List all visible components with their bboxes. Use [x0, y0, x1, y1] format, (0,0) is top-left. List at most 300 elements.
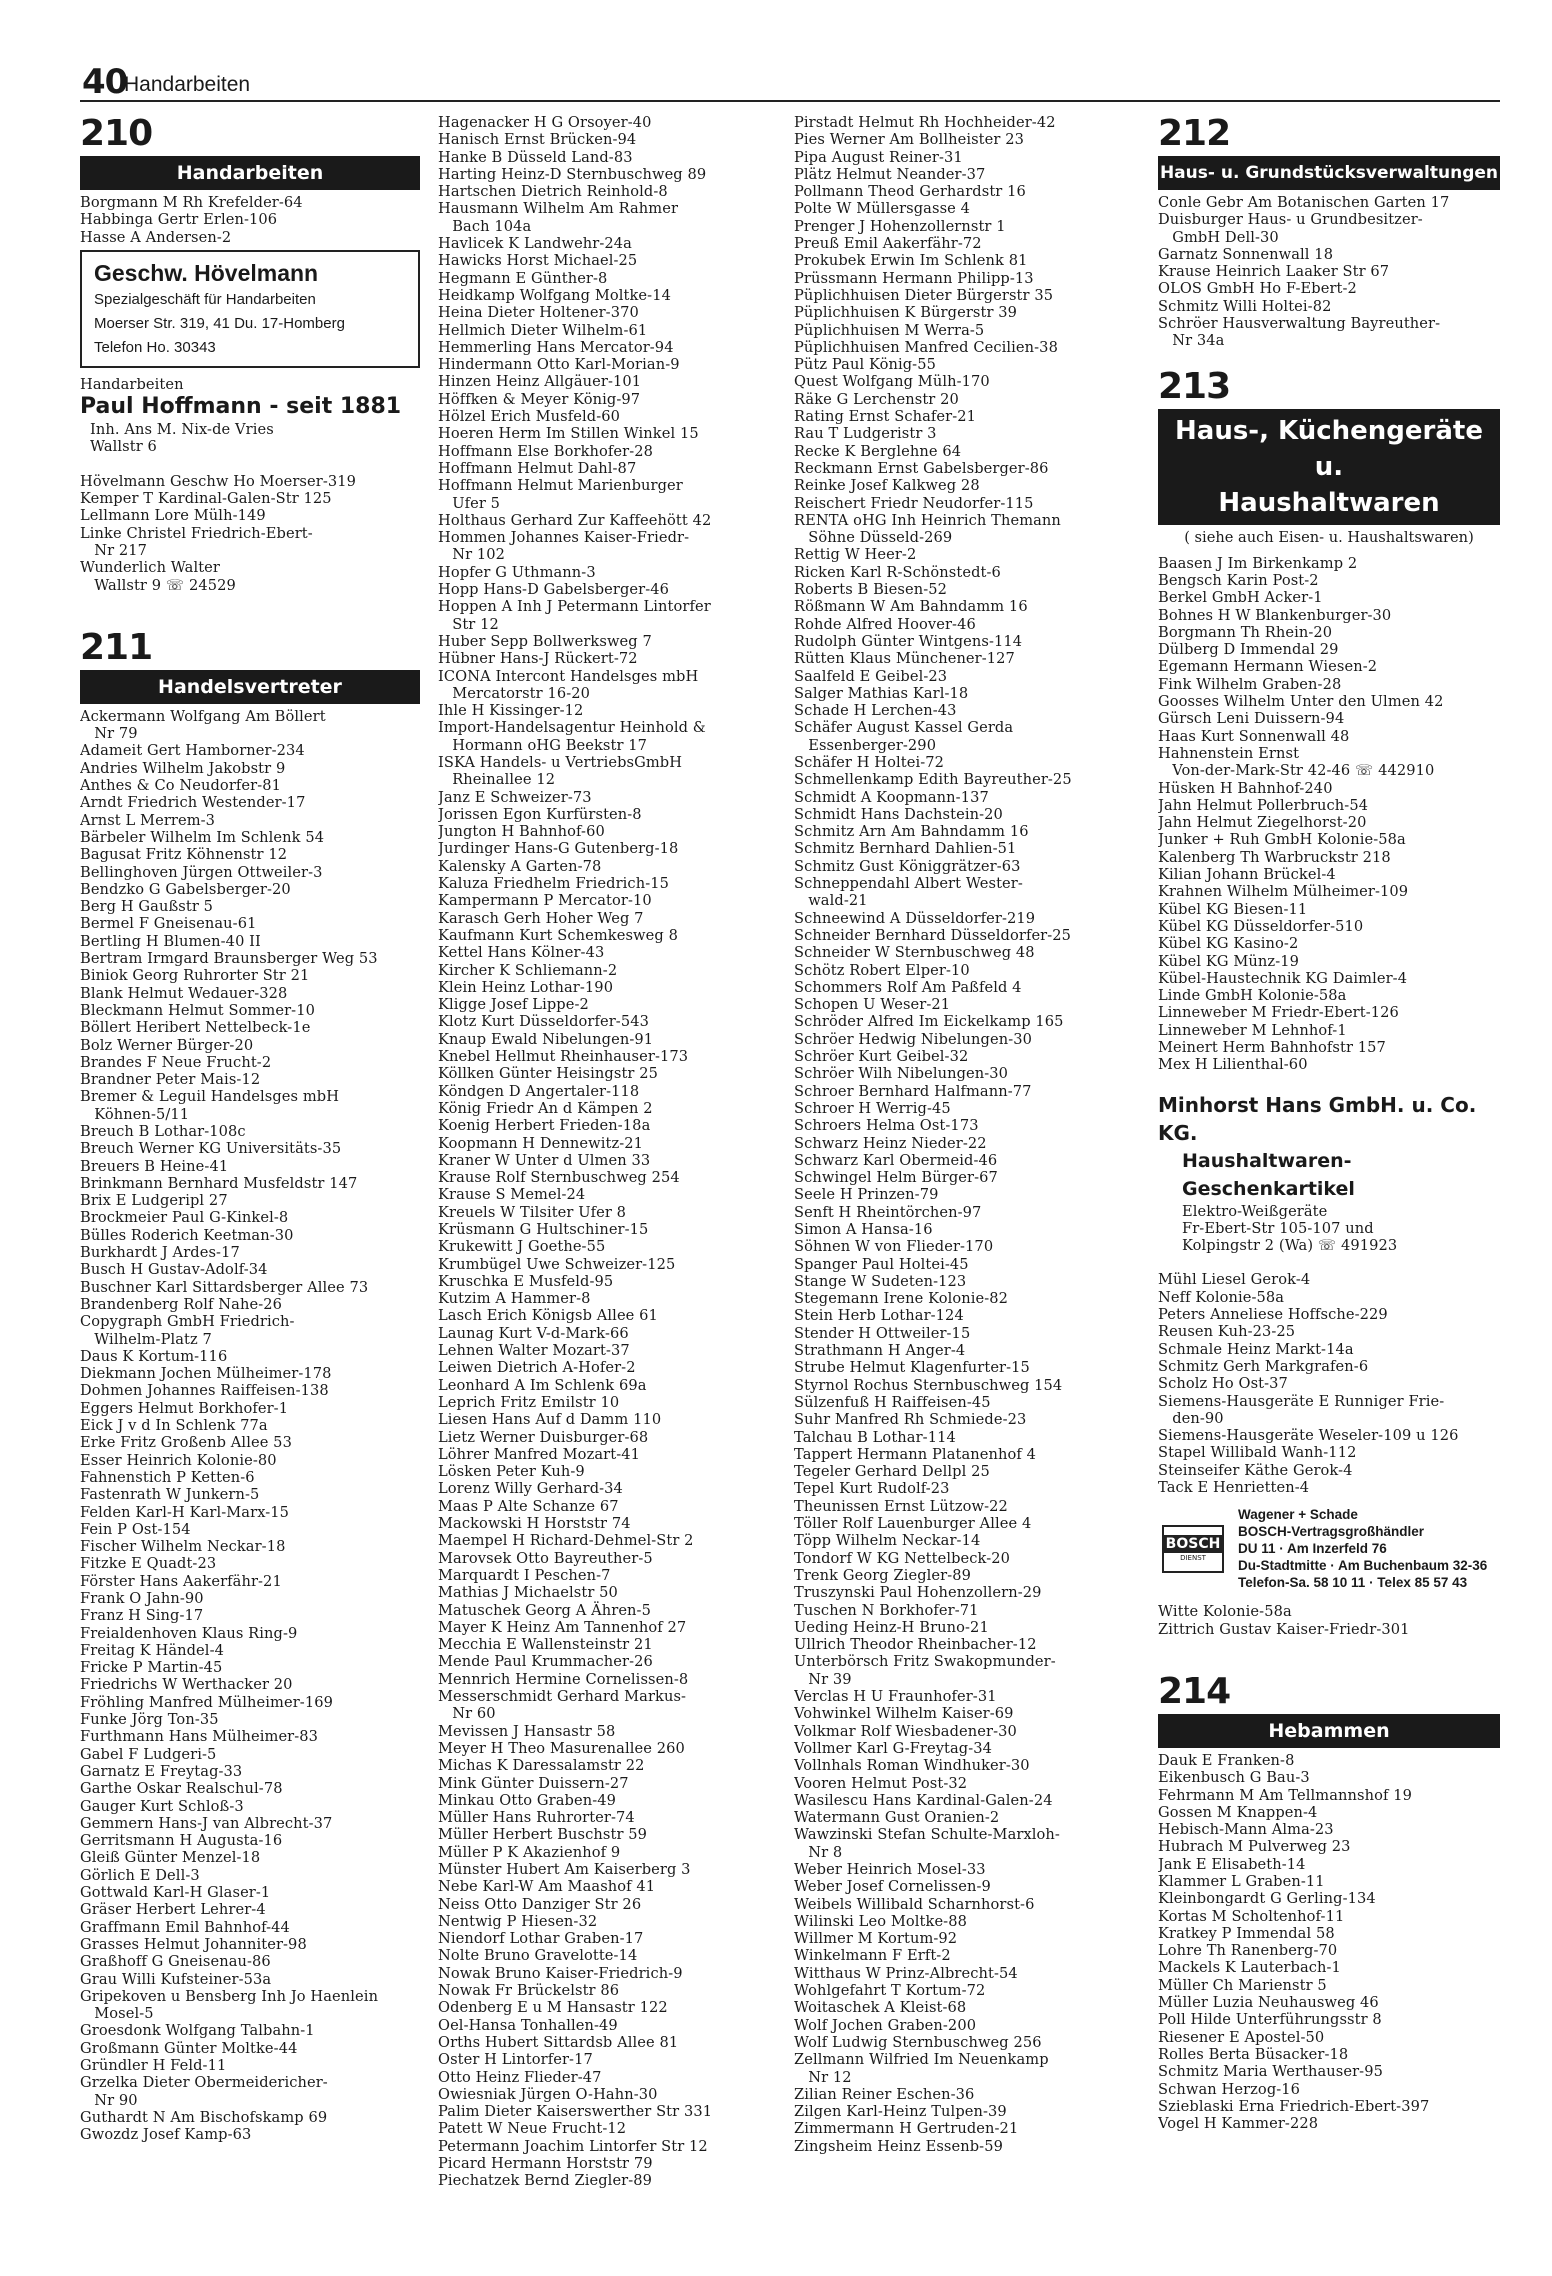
section-number-212: 212 — [1158, 114, 1231, 154]
list-item: Talchau B Lothar-114 — [794, 1428, 956, 1446]
list-item: Schmidt Hans Dachstein-20 — [794, 805, 1003, 823]
list-item: Hawicks Horst Michael-25 — [438, 252, 638, 270]
list-item: Ricken Karl R-Schönstedt-6 — [794, 563, 1001, 581]
list-item: Strube Helmut Klagenfurter-15 — [794, 1359, 1030, 1377]
list-item: Wilinski Leo Moltke-88 — [794, 1912, 967, 1930]
list-item: Pütz Paul König-55 — [794, 356, 936, 374]
hoffmann-label: Handarbeiten — [80, 375, 184, 393]
list-item: Gründler H Feld-11 — [80, 2057, 227, 2075]
list-item: Schneider W Sternbuschweg 48 — [794, 944, 1035, 962]
list-item: Brandes F Neue Frucht-2 — [80, 1053, 272, 1071]
list-item: Schötz Robert Elper-10 — [794, 961, 970, 979]
list-item: Steinseifer Käthe Gerok-4 — [1158, 1461, 1353, 1479]
list-item: Scholz Ho Ost-37 — [1158, 1375, 1288, 1393]
column-3 — [794, 114, 1140, 2264]
advert-hoevelmann — [80, 250, 420, 368]
list-item: Mende Paul Krummacher-26 — [438, 1653, 653, 1671]
list-item: Töller Rolf Lauenburger Allee 4 — [794, 1515, 1032, 1533]
bosch-logo-icon: BOSCH DIENST — [1162, 1525, 1224, 1573]
list-item: Schmellenkamp Edith Bayreuther-25 — [794, 771, 1072, 789]
list-item: Gottwald Karl-H Glaser-1 — [80, 1884, 271, 1902]
list-item: Grasses Helmut Johanniter-98 — [80, 1935, 307, 1953]
list-item: Suhr Manfred Rh Schmiede-23 — [794, 1411, 1027, 1429]
list-item: Zellmann Wilfried Im Neuenkamp — [794, 2051, 1049, 2069]
hoffmann-line: Inh. Ans M. Nix-de Vries — [90, 421, 274, 439]
list-item: ISKA Handels- u VertriebsGmbH — [438, 753, 683, 771]
list-item: Gabel F Ludgeri-5 — [80, 1745, 217, 1763]
list-item: Strathmann H Anger-4 — [794, 1342, 966, 1360]
list-item: Theunissen Ernst Lützow-22 — [794, 1497, 1008, 1515]
list-item: Fink Wilhelm Graben-28 — [1158, 675, 1342, 693]
list-item: Verclas H U Fraunhofer-31 — [794, 1688, 997, 1706]
list-item: Klammer L Graben-11 — [1158, 1873, 1325, 1890]
list-item: Schopen U Weser-21 — [794, 996, 951, 1014]
list-item: Nowak Bruno Kaiser-Friedrich-9 — [438, 1964, 683, 1982]
list-item: Hoffmann Helmut Dahl-87 — [438, 459, 637, 477]
list-item: Böllert Heribert Nettelbeck-1e — [80, 1019, 311, 1037]
advert-line: Du-Stadtmitte · Am Buchenbaum 32-36 — [1238, 1558, 1488, 1574]
list-item: Orths Hubert Sittardsb Allee 81 — [438, 2033, 679, 2051]
entry-list-210b — [80, 473, 420, 594]
list-item: Brinkmann Bernhard Musfeldstr 147 — [80, 1174, 358, 1192]
list-item: Fehrmann M Am Tellmannshof 19 — [1158, 1786, 1413, 1804]
list-item: Leiwen Dietrich A-Hofer-2 — [438, 1359, 636, 1377]
minhorst-lines — [1158, 1203, 1500, 1255]
list-item: Kilian Johann Brückel-4 — [1158, 866, 1336, 884]
list-item: Styrnol Rochus Sternbuschweg 154 — [794, 1376, 1063, 1394]
section-heading-212: Haus- u. Grundstücksverwaltungen — [1158, 156, 1500, 190]
list-item: Schmitz Willi Holtei-82 — [1158, 297, 1332, 315]
list-item: Conle Gebr Am Botanischen Garten 17 — [1158, 194, 1450, 211]
list-item: Palim Dieter Kaiserswerther Str 331 — [438, 2103, 713, 2121]
list-item: Schmale Heinz Markt-14a — [1158, 1340, 1354, 1358]
list-item: Matuschek Georg A Ähren-5 — [438, 1601, 651, 1619]
list-item: Bertling H Blumen-40 II — [80, 932, 261, 950]
list-item: Truszynski Paul Hohenzollern-29 — [794, 1584, 1042, 1602]
list-item: Schröer Wilh Nibelungen-30 — [794, 1065, 1009, 1083]
list-item: König Friedr An d Kämpen 2 — [438, 1099, 653, 1117]
list-item: Burkhardt J Ardes-17 — [80, 1244, 240, 1262]
list-item: Hausmann Wilhelm Am Rahmer — [438, 200, 679, 218]
list-item: Plätz Helmut Neander-37 — [794, 165, 986, 183]
bosch-advert-text — [1238, 1506, 1487, 1591]
list-item: Andries Wilhelm Jakobstr 9 — [80, 759, 286, 777]
list-item: Schmitz Gerh Markgrafen-6 — [1158, 1357, 1369, 1375]
list-item: Bleckmann Helmut Sommer-10 — [80, 1001, 315, 1019]
list-item: Berkel GmbH Acker-1 — [1158, 589, 1323, 607]
list-item: Püplichhuisen K Bürgerstr 39 — [794, 304, 1018, 322]
list-item: Brix E Ludgeripl 27 — [80, 1192, 228, 1210]
list-item: Mevissen J Hansastr 58 — [438, 1722, 616, 1740]
list-item: Liesen Hans Auf d Damm 110 — [438, 1411, 662, 1429]
list-item: Saalfeld E Geibel-23 — [794, 667, 948, 685]
list-item: wald-21 — [794, 892, 868, 910]
list-item: Schneppendahl Albert Wester- — [794, 875, 1023, 893]
advert-line: DU 11 · Am Inzerfeld 76 — [1238, 1541, 1387, 1557]
list-item: Picard Hermann Horststr 79 — [438, 2155, 653, 2173]
list-item: Förster Hans Aakerfähr-21 — [80, 1572, 282, 1590]
list-item: Tondorf W KG Nettelbeck-20 — [794, 1549, 1011, 1567]
list-item: Lietz Werner Duisburger-68 — [438, 1428, 649, 1446]
list-item: Münster Hubert Am Kaiserberg 3 — [438, 1860, 691, 1878]
list-item: Unterbörsch Fritz Swakopmunder- — [794, 1653, 1056, 1671]
list-item: Schäfer August Kassel Gerda — [794, 719, 1014, 737]
list-item: Marovsek Otto Bayreuther-5 — [438, 1549, 653, 1567]
entry-list-214 — [1158, 1752, 1500, 2133]
list-item: Linde GmbH Kolonie-58a — [1158, 987, 1347, 1005]
list-item: Kübel KG Düsseldorfer-510 — [1158, 917, 1364, 935]
list-item: Kübel KG Biesen-11 — [1158, 900, 1308, 918]
list-item: Bengsch Karin Post-2 — [1158, 571, 1319, 589]
list-item: Breuch B Lothar-108c — [80, 1122, 246, 1140]
section-number-210: 210 — [80, 114, 153, 154]
list-item: Watermann Gust Oranien-2 — [794, 1809, 1000, 1827]
list-item: Kruschka E Musfeld-95 — [438, 1272, 614, 1290]
list-item: Wasilescu Hans Kardinal-Galen-24 — [794, 1791, 1053, 1809]
list-item: Wunderlich Walter — [80, 559, 220, 577]
list-item: Schröer Hausverwaltung Bayreuther- — [1158, 315, 1441, 333]
list-item: Gleiß Günter Menzel-18 — [80, 1849, 261, 1867]
list-item: Hommen Johannes Kaiser-Friedr- — [438, 529, 690, 547]
list-item: Stapel Willibald Wanh-112 — [1158, 1444, 1357, 1462]
list-item: Biniok Georg Ruhrorter Str 21 — [80, 967, 310, 985]
section-number-214: 214 — [1158, 1670, 1231, 1712]
list-item: Garnatz E Freytag-33 — [80, 1762, 243, 1780]
minhorst-subtitle: Haushaltwaren-Geschenkartikel — [1182, 1149, 1355, 1200]
list-item: Lehnen Walter Mozart-37 — [438, 1342, 630, 1360]
list-item: Schwingel Helm Bürger-67 — [794, 1169, 998, 1187]
list-item: OLOS GmbH Ho F-Ebert-2 — [1158, 280, 1357, 298]
list-item: Tegeler Gerhard Dellpl 25 — [794, 1463, 990, 1481]
list-item: Linneweber M Lehnhof-1 — [1158, 1021, 1347, 1039]
list-item: Nr 12 — [794, 2068, 852, 2086]
entry-list-210a — [80, 194, 420, 246]
list-item: Tack E Henrietten-4 — [1158, 1479, 1310, 1497]
list-item: Busch H Gustav-Adolf-34 — [80, 1261, 268, 1279]
list-item: Havlicek K Landwehr-24a — [438, 235, 632, 253]
list-item: Jorissen Egon Kurfürsten-8 — [438, 805, 642, 823]
list-item: Kolpingstr 2 (Wa) ☏ 491923 — [1182, 1237, 1398, 1255]
list-item: Knebel Hellmut Rheinhauser-173 — [438, 1048, 689, 1066]
list-item: Nr 34a — [1158, 332, 1225, 350]
list-item: Fein P Ost-154 — [80, 1520, 191, 1538]
list-item: Jank E Elisabeth-14 — [1158, 1855, 1306, 1873]
list-item: Lasch Erich Königsb Allee 61 — [438, 1307, 658, 1325]
list-item: Krukewitt J Goethe-55 — [438, 1238, 606, 1256]
list-item: Minkau Otto Graben-49 — [438, 1791, 617, 1809]
list-item: Otto Heinz Flieder-47 — [438, 2068, 602, 2086]
list-item: ICONA Intercont Handelsges mbH — [438, 667, 699, 685]
advert-line: Telefon Ho. 30343 — [94, 338, 216, 356]
list-item: Fischer Wilhelm Neckar-18 — [80, 1538, 286, 1556]
column-1 — [80, 114, 420, 2264]
list-item: Pipa August Reiner-31 — [794, 148, 963, 166]
list-item: Senft H Rheintörchen-97 — [794, 1203, 982, 1221]
list-item: Prüssmann Hermann Philipp-13 — [794, 269, 1034, 287]
list-item: Weber Heinrich Mosel-33 — [794, 1860, 986, 1878]
list-item: Köllken Günter Heisingstr 25 — [438, 1065, 658, 1083]
list-item: Hindermann Otto Karl-Morian-9 — [438, 356, 680, 374]
list-item: Maempel H Richard-Dehmel-Str 2 — [438, 1532, 694, 1550]
list-item: Fr-Ebert-Str 105-107 und — [1182, 1219, 1374, 1237]
list-item: Fitzke E Quadt-23 — [80, 1555, 217, 1573]
list-item: Bärbeler Wilhelm Im Schlenk 54 — [80, 828, 325, 846]
list-item: Fröhling Manfred Mülheimer-169 — [80, 1693, 333, 1711]
list-item: Dohmen Johannes Raiffeisen-138 — [80, 1382, 329, 1400]
list-item: Räke G Lerchenstr 20 — [794, 390, 959, 408]
list-item: Oel-Hansa Tonhallen-49 — [438, 2016, 618, 2034]
list-item: Harting Heinz-D Sternbuschweg 89 — [438, 165, 707, 183]
list-item: Breuers B Heine-41 — [80, 1157, 229, 1175]
list-item: Rößmann W Am Bahndamm 16 — [794, 598, 1028, 616]
list-item: Schwan Herzog-16 — [1158, 2080, 1301, 2098]
list-item: Kortas M Scholtenhof-11 — [1158, 1907, 1345, 1925]
list-item: Siemens-Hausgeräte Weseler-109 u 126 — [1158, 1427, 1459, 1445]
list-item: Niendorf Lothar Graben-17 — [438, 1930, 644, 1948]
entry-list-213c — [1158, 1603, 1500, 1638]
list-item: Ufer 5 — [438, 494, 501, 512]
list-item: Hövelmann Geschw Ho Moerser-319 — [80, 472, 357, 490]
list-item: Kligge Josef Lippe-2 — [438, 996, 589, 1014]
list-item: Trenk Georg Ziegler-89 — [794, 1566, 972, 1584]
list-item: Arndt Friedrich Westender-17 — [80, 794, 306, 812]
list-item: Bendzko G Gabelsberger-20 — [80, 880, 291, 898]
list-item: Kircher K Schliemann-2 — [438, 961, 618, 979]
list-item: Wawzinski Stefan Schulte-Marxloh- — [794, 1826, 1060, 1844]
list-item: Graßhoff G Gneisenau-86 — [80, 1953, 271, 1971]
list-item: Essenberger-290 — [794, 736, 937, 754]
section-heading-214: Hebammen — [1158, 1714, 1500, 1748]
list-item: Schröer Hedwig Nibelungen-30 — [794, 1030, 1032, 1048]
list-item: Peters Anneliese Hoffsche-229 — [1158, 1306, 1388, 1324]
advert-line: Moerser Str. 319, 41 Du. 17-Homberg — [94, 314, 345, 332]
list-item: Schröer Kurt Geibel-32 — [794, 1048, 969, 1066]
list-item: Kalenberg Th Warbruckstr 218 — [1158, 848, 1391, 866]
list-item: Gossen M Knappen-4 — [1158, 1803, 1318, 1821]
list-item: Schneewind A Düsseldorfer-219 — [794, 909, 1036, 927]
list-item: Messerschmidt Gerhard Markus- — [438, 1688, 687, 1706]
list-item: Mink Günter Duissern-27 — [438, 1774, 629, 1792]
list-item: Müller Hans Ruhrorter-74 — [438, 1809, 635, 1827]
list-item: Maas P Alte Schanze 67 — [438, 1497, 619, 1515]
list-item: Hüsken H Bahnhof-240 — [1158, 779, 1333, 797]
list-item: Rating Ernst Schafer-21 — [794, 408, 977, 426]
list-item: Daus K Kortum-116 — [80, 1347, 228, 1365]
list-item: Krahnen Wilhelm Mülheimer-109 — [1158, 883, 1409, 901]
list-item: Rudolph Günter Wintgens-114 — [794, 632, 1023, 650]
list-item: Tappert Hermann Platanenhof 4 — [794, 1445, 1037, 1463]
list-item: Piechatzek Bernd Ziegler-89 — [438, 2172, 653, 2190]
list-item: Fricke P Martin-45 — [80, 1659, 223, 1677]
list-item: Kübel KG Kasino-2 — [1158, 935, 1299, 953]
list-item: Koopmann H Dennewitz-21 — [438, 1134, 644, 1152]
list-item: Müller Ch Marienstr 5 — [1158, 1976, 1327, 1994]
list-item: Stange W Sudeten-123 — [794, 1272, 967, 1290]
list-item: Witte Kolonie-58a — [1158, 1603, 1292, 1621]
list-item: Hartschen Dietrich Reinhold-8 — [438, 183, 668, 201]
list-item: Woitaschek A Kleist-68 — [794, 1999, 967, 2017]
list-item: Polte W Müllersgasse 4 — [794, 200, 971, 218]
list-item: Nr 102 — [438, 546, 506, 564]
list-item: Freitag K Händel-4 — [80, 1641, 224, 1659]
list-item: Lösken Peter Kuh-9 — [438, 1463, 585, 1481]
list-item: Hebisch-Mann Alma-23 — [1158, 1821, 1334, 1839]
section-heading-211: Handelsvertreter — [80, 670, 420, 704]
list-item: Krause S Memel-24 — [438, 1186, 586, 1204]
list-item: Hemmerling Hans Mercator-94 — [438, 338, 674, 356]
list-item: Müller Luzia Neuhausweg 46 — [1158, 1994, 1379, 2012]
list-item: Hubrach M Pulverweg 23 — [1158, 1838, 1351, 1856]
list-item: Wallstr 9 ☏ 24529 — [80, 576, 236, 594]
list-item: Linke Christel Friedrich-Ebert- — [80, 524, 313, 542]
list-item: Meinert Herm Bahnhofstr 157 — [1158, 1038, 1386, 1056]
list-item: Seele H Prinzen-79 — [794, 1186, 939, 1204]
list-item: Dülberg D Immendal 29 — [1158, 641, 1339, 659]
list-item: Kaufmann Kurt Schemkesweg 8 — [438, 926, 678, 944]
list-item: Bagusat Fritz Köhnenstr 12 — [80, 846, 288, 864]
list-item: Hoffmann Else Borkhofer-28 — [438, 442, 654, 460]
list-item: Kemper T Kardinal-Galen-Str 125 — [80, 490, 332, 508]
page-header — [80, 60, 1500, 102]
list-item: Owiesniak Jürgen O-Hahn-30 — [438, 2085, 658, 2103]
list-item: Lohre Th Ranenberg-70 — [1158, 1942, 1338, 1960]
list-item: Reinke Josef Kalkweg 28 — [794, 477, 980, 495]
list-item: Nr 79 — [80, 725, 138, 743]
list-item: Str 12 — [438, 615, 499, 633]
list-item: Hopp Hans-D Gabelsberger-46 — [438, 581, 670, 599]
list-item: Egemann Hermann Wiesen-2 — [1158, 658, 1378, 676]
list-item: Wohlgefahrt T Kortum-72 — [794, 1982, 986, 2000]
list-item: Püplichhuisen Manfred Cecilien-38 — [794, 338, 1058, 356]
section-number-213: 213 — [1158, 365, 1231, 407]
list-item: Vollmer Karl G-Freytag-34 — [794, 1739, 993, 1757]
list-item: Kraner W Unter d Ulmen 33 — [438, 1151, 651, 1169]
list-item: Nowak Fr Brückelstr 86 — [438, 1982, 620, 2000]
section-heading-213 — [1158, 409, 1500, 525]
list-item: Pies Werner Am Bollheister 23 — [794, 131, 1024, 149]
list-item: Marquardt I Peschen-7 — [438, 1566, 611, 1584]
list-item: Schmitz Arn Am Bahndamm 16 — [794, 823, 1029, 841]
list-item: Hinzen Heinz Allgäuer-101 — [438, 373, 642, 391]
list-item: Leonhard A Im Schlenk 69a — [438, 1376, 647, 1394]
list-item: Kleinbongardt G Gerling-134 — [1158, 1890, 1376, 1908]
list-item: Mercatorstr 16-20 — [438, 684, 591, 702]
hoffmann-line: Wallstr 6 — [90, 438, 157, 456]
list-item: Höffken & Meyer König-97 — [438, 390, 641, 408]
list-item: Friedrichs W Werthacker 20 — [80, 1676, 293, 1694]
list-item: Bolz Werner Bürger-20 — [80, 1036, 254, 1054]
list-item: Garthe Oskar Realschul-78 — [80, 1780, 283, 1798]
list-item: Karasch Gerh Hoher Weg 7 — [438, 909, 644, 927]
list-item: Mosel-5 — [80, 2005, 154, 2023]
list-item: Mackowski H Horststr 74 — [438, 1515, 631, 1533]
list-item: Görlich E Dell-3 — [80, 1866, 200, 1884]
list-item: Pirstadt Helmut Rh Hochheider-42 — [794, 114, 1056, 131]
list-item: Hormann oHG Beekstr 17 — [438, 736, 648, 754]
list-item: Habbinga Gertr Erlen-106 — [80, 211, 278, 229]
list-item: Jungton H Bahnhof-60 — [438, 823, 605, 841]
list-item: Hanisch Ernst Brücken-94 — [438, 131, 637, 149]
entry-list-213a — [1158, 555, 1500, 1074]
list-item: Kreuels W Tilsiter Ufer 8 — [438, 1203, 627, 1221]
list-item: Söhne Düsseld-269 — [794, 529, 953, 547]
list-item: Grzelka Dieter Obermeidericher- — [80, 2074, 328, 2092]
list-item: Wolf Jochen Graben-200 — [794, 2016, 977, 2034]
list-item: Janz E Schweizer-73 — [438, 788, 592, 806]
list-item: Siemens-Hausgeräte E Runniger Frie- — [1158, 1392, 1445, 1410]
list-item: Kettel Hans Kölner-43 — [438, 944, 605, 962]
list-item: Odenberg E u M Hansastr 122 — [438, 1999, 668, 2017]
list-item: Holthaus Gerhard Zur Kaffeehött 42 — [438, 511, 712, 529]
list-item: Schmitz Gust Königgrätzer-63 — [794, 857, 1021, 875]
list-item: Hellmich Dieter Wilhelm-61 — [438, 321, 648, 339]
list-item: Arnst L Merrem-3 — [80, 811, 216, 829]
list-item: Krüsmann G Hultschiner-15 — [438, 1221, 649, 1238]
list-item: Zimmermann H Gertruden-21 — [794, 2120, 1019, 2138]
list-item: Mennrich Hermine Cornelissen-8 — [438, 1670, 689, 1688]
list-item: Baasen J Im Birkenkamp 2 — [1158, 554, 1358, 572]
list-item: Elektro-Weißgeräte — [1182, 1202, 1328, 1220]
list-item: Copygraph GmbH Friedrich- — [80, 1313, 295, 1331]
list-item: Tepel Kurt Rudolf-23 — [794, 1480, 950, 1498]
list-item: Eggers Helmut Borkhofer-1 — [80, 1399, 289, 1417]
list-item: Mackels K Lauterbach-1 — [1158, 1959, 1341, 1977]
list-item: Wolf Ludwig Sternbuschweg 256 — [794, 2033, 1042, 2051]
list-item: Quest Wolfgang Mülh-170 — [794, 373, 990, 391]
list-item: Bülles Roderich Keetman-30 — [80, 1226, 294, 1244]
list-item: Gürsch Leni Duissern-94 — [1158, 710, 1345, 728]
list-item: Mathias J Michaelstr 50 — [438, 1584, 618, 1602]
list-item: Wilhelm-Platz 7 — [80, 1330, 212, 1348]
list-item: Goosses Wilhelm Unter den Ulmen 42 — [1158, 693, 1444, 711]
list-item: Hanke B Düsseld Land-83 — [438, 148, 633, 166]
list-item: Winkelmann F Erft-2 — [794, 1947, 951, 1965]
list-item: Rheinallee 12 — [438, 771, 556, 789]
list-item: Mühl Liesel Gerok-4 — [1158, 1271, 1311, 1289]
list-item: Huber Sepp Bollwerksweg 7 — [438, 632, 652, 650]
list-item: Erke Fritz Großenb Allee 53 — [80, 1434, 292, 1452]
list-item: Kalensky A Garten-78 — [438, 857, 602, 875]
list-item: Roberts B Biesen-52 — [794, 581, 948, 599]
entry-list-211 — [80, 708, 420, 2144]
list-item: Freialdenhoven Klaus Ring-9 — [80, 1624, 298, 1642]
list-item: Brandenberg Rolf Nahe-26 — [80, 1295, 283, 1313]
list-item: Weibels Willibald Scharnhorst-6 — [794, 1895, 1035, 1913]
list-item: Oster H Lintorfer-17 — [438, 2051, 593, 2069]
list-item: Launag Kurt V-d-Mark-66 — [438, 1324, 629, 1342]
list-item: Rau T Ludgeristr 3 — [794, 425, 937, 443]
list-item: Zilian Reiner Eschen-36 — [794, 2085, 975, 2103]
list-item: Meyer H Theo Masurenallee 260 — [438, 1739, 685, 1757]
list-item: Gauger Kurt Schloß-3 — [80, 1797, 244, 1815]
list-item: Sülzenfuß H Raiffeisen-45 — [794, 1393, 991, 1411]
list-item: Schröder Alfred Im Eickelkamp 165 — [794, 1013, 1064, 1031]
list-item: Köhnen-5/11 — [80, 1105, 190, 1123]
list-item: Nentwig P Hiesen-32 — [438, 1912, 598, 1930]
list-item: Dauk E Franken-8 — [1158, 1751, 1295, 1769]
list-item: Löhrer Manfred Mozart-41 — [438, 1445, 641, 1463]
entry-list-213b — [1158, 1271, 1500, 1496]
list-item: Köndgen D Angertaler-118 — [438, 1082, 640, 1100]
list-item: Reischert Friedr Neudorfer-115 — [794, 494, 1034, 512]
list-item: Borgmann Th Rhein-20 — [1158, 623, 1333, 641]
list-item: Bertram Irmgard Braunsberger Weg 53 — [80, 950, 378, 968]
list-item: Guthardt N Am Bischofskamp 69 — [80, 2108, 328, 2126]
list-item: Brandner Peter Mais-12 — [80, 1071, 261, 1089]
list-item: Adameit Gert Hamborner-234 — [80, 742, 305, 760]
list-item: Gräser Herbert Lehrer-4 — [80, 1901, 266, 1919]
list-item: Krause Rolf Sternbuschweg 254 — [438, 1169, 680, 1187]
